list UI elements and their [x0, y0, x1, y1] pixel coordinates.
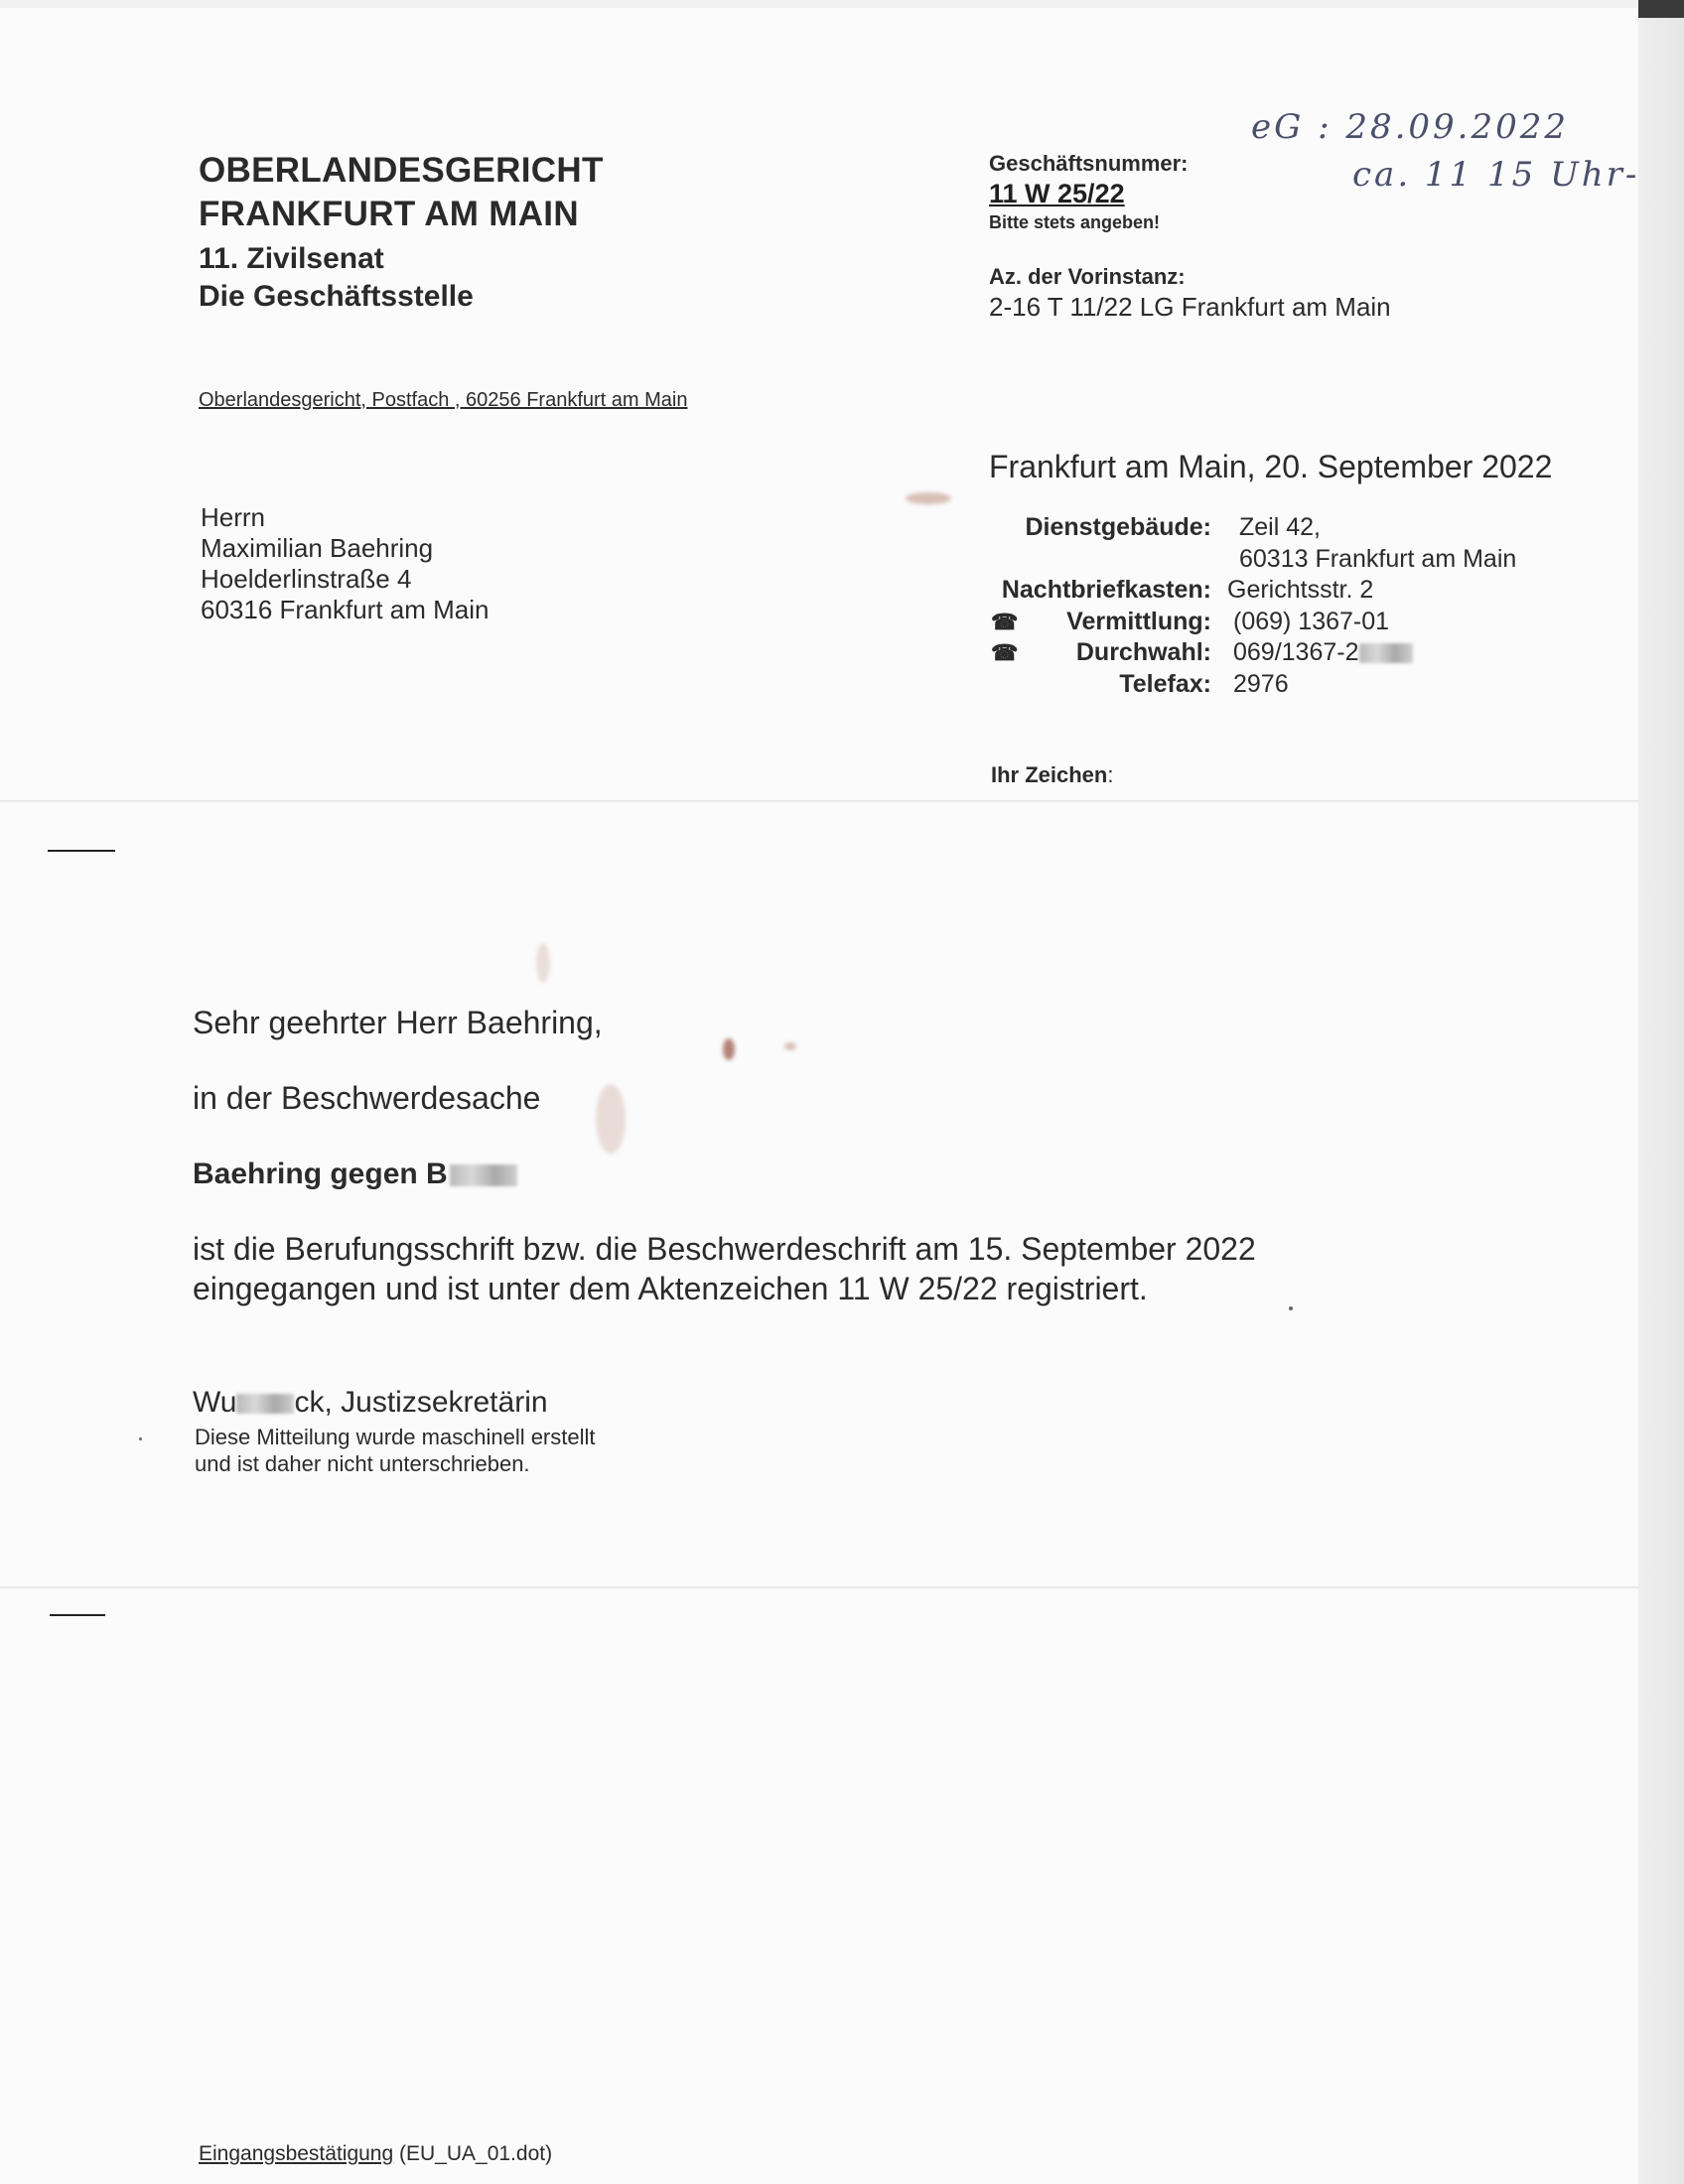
- intro-text: in der Beschwerdesache: [193, 1080, 541, 1116]
- stain: [596, 1084, 626, 1154]
- body-line-1: ist die Berufungsschrift bzw. die Beschwerdeschrift am 15. September 2022: [193, 1231, 1256, 1267]
- contact-row: [989, 607, 1516, 638]
- contact-details: [989, 512, 1516, 700]
- contact-row: [989, 544, 1516, 576]
- contact-label: Dienstgebäude:: [1025, 513, 1211, 541]
- contact-label-cell: [989, 512, 1211, 544]
- your-reference-label: Ihr Zeichen: [991, 762, 1108, 787]
- phone-icon: ☎: [991, 640, 1019, 665]
- senate-name: 11. Zivilsenat: [199, 242, 384, 275]
- paper-fold-upper: [0, 800, 1638, 803]
- redacted-name: [236, 1394, 294, 1414]
- contact-label-cell: [989, 575, 1211, 607]
- case-title: [193, 1158, 517, 1191]
- case-title-text: Baehring gegen B: [193, 1158, 448, 1190]
- fold-mark-upper: [48, 850, 115, 852]
- signature-name-end: ck, Justizsekretärin: [294, 1386, 548, 1419]
- prior-instance-label: Az. der Vorinstanz:: [989, 264, 1186, 289]
- signature-name-start: Wu: [193, 1386, 237, 1419]
- contact-value: (069) 1367-01: [1233, 607, 1390, 635]
- return-address: Oberlandesgericht, Postfach , 60256 Frankfurt am Main: [199, 389, 688, 411]
- handwritten-received-time: ca. 11 15 Uhr-: [1352, 155, 1640, 195]
- contact-label: Durchwahl:: [1075, 638, 1211, 666]
- prior-instance-value: 2-16 T 11/22 LG Frankfurt am Main: [989, 292, 1391, 322]
- contact-label: Telefax:: [1119, 669, 1211, 698]
- recipient-street: Hoelderlinstraße 4: [201, 564, 412, 594]
- footer-doc-label: Eingangsbestätigung: [199, 2142, 394, 2165]
- contact-value: 60313 Frankfurt am Main: [1239, 544, 1517, 573]
- stain: [784, 1042, 796, 1050]
- scan-edge-right: [1638, 0, 1684, 2184]
- court-name-line2: FRANKFURT AM MAIN: [199, 195, 579, 233]
- speck: [1289, 1306, 1293, 1310]
- footer-doc-code: (EU_UA_01.dot): [393, 2142, 553, 2165]
- contact-label-cell: [989, 607, 1211, 638]
- handwritten-received-date: eG : 28.09.2022: [1251, 107, 1570, 147]
- contact-label: Nachtbriefkasten:: [1001, 576, 1211, 604]
- scan-edge-top: [0, 0, 1684, 8]
- case-number-note: Bitte stets angeben!: [989, 212, 1161, 232]
- court-name-line1: OBERLANDESGERICHT: [199, 151, 604, 190]
- case-number-label: Geschäftsnummer:: [989, 151, 1189, 176]
- stain: [536, 943, 550, 983]
- contact-value: 069/1367-2: [1233, 638, 1359, 666]
- contact-value: Zeil 42,: [1239, 513, 1321, 541]
- contact-row: [989, 637, 1516, 669]
- office-name: Die Geschäftsstelle: [199, 280, 474, 313]
- stain: [906, 492, 951, 504]
- stain: [723, 1038, 735, 1060]
- redacted-extension: [1359, 643, 1413, 663]
- your-reference-colon: :: [1107, 762, 1114, 787]
- case-number: 11 W 25/22: [989, 179, 1125, 208]
- contact-row: [989, 669, 1516, 701]
- phone-icon: ☎: [991, 609, 1019, 634]
- automated-note-line2: und ist daher nicht unterschrieben.: [195, 1451, 530, 1476]
- redacted-party-name: [450, 1164, 517, 1186]
- contact-value: Gerichtsstr. 2: [1227, 576, 1374, 604]
- signature-name: [193, 1386, 548, 1420]
- contact-row: [989, 575, 1516, 607]
- fold-mark-lower: [50, 1614, 105, 1616]
- automated-note-line1: Diese Mitteilung wurde maschinell erstellt: [195, 1425, 596, 1449]
- your-reference: [991, 762, 1113, 788]
- document-footer: [199, 2142, 552, 2166]
- scan-corner: [1638, 0, 1684, 18]
- contact-value-wrap: [1211, 637, 1413, 669]
- recipient-city: 60316 Frankfurt am Main: [201, 595, 490, 624]
- contact-label: Vermittlung:: [1066, 607, 1211, 635]
- contact-label-cell: [989, 544, 1211, 576]
- contact-label-cell: [989, 637, 1211, 669]
- paper-fold-lower: [0, 1586, 1638, 1589]
- recipient-title: Herrn: [201, 502, 266, 532]
- contact-row: [989, 512, 1516, 544]
- letter-date: Frankfurt am Main, 20. September 2022: [989, 449, 1553, 484]
- contact-label-cell: [989, 669, 1211, 701]
- body-line-2: eingegangen und ist unter dem Aktenzeichen 11 W 25/22 registriert.: [193, 1271, 1148, 1306]
- contact-value: 2976: [1233, 669, 1289, 698]
- greeting: Sehr geehrter Herr Baehring,: [193, 1005, 603, 1040]
- recipient-name: Maximilian Baehring: [201, 533, 434, 563]
- speck: [139, 1437, 142, 1440]
